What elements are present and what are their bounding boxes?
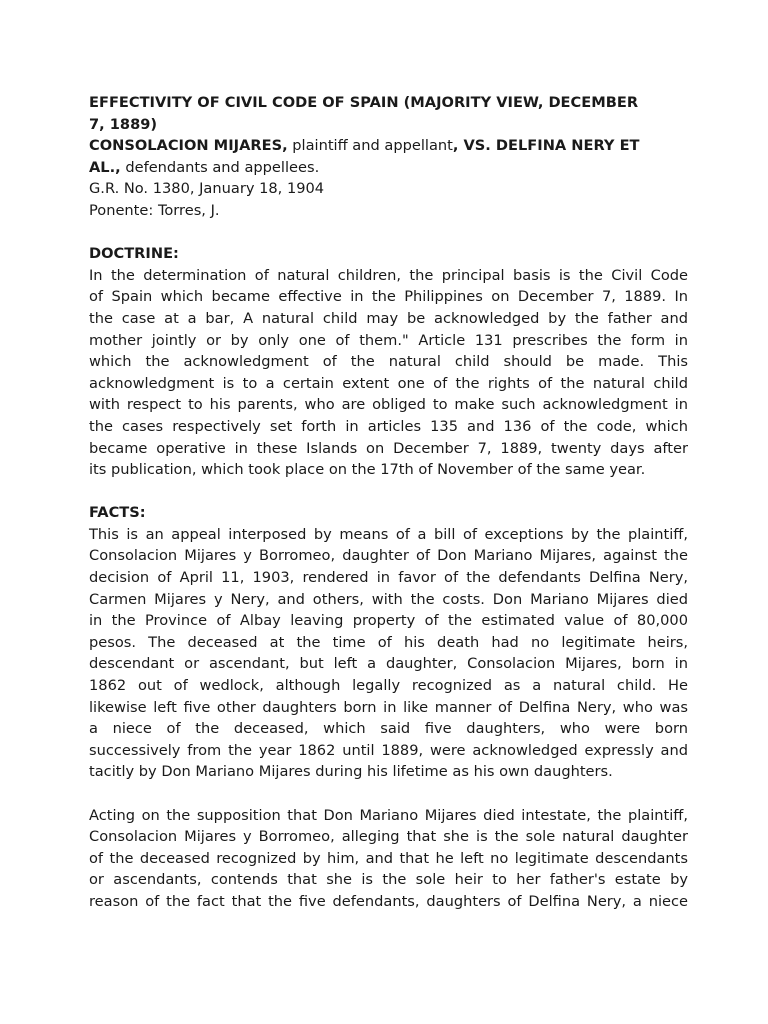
case-header: [89, 92, 688, 222]
case-title-line-2: 7, 1889): [89, 115, 158, 133]
facts-line: or ascendants, contends that she is the sole heir to her father's estate by: [89, 871, 688, 889]
facts-paragraph-1: [89, 524, 688, 783]
doctrine-line: its publication, which took place on the 17th of November of the same year.: [89, 461, 646, 479]
facts-line: tacitly by Don Mariano Mijares during his lifetime as his own daughters.: [89, 763, 613, 781]
doctrine-line: which the acknowledgment of the natural child should be made. This: [89, 353, 688, 371]
facts-section: [89, 502, 688, 912]
doctrine-section: [89, 243, 688, 481]
case-title-line-1: EFFECTIVITY OF CIVIL CODE OF SPAIN (MAJORITY VIEW, DECEMBER: [89, 94, 639, 111]
facts-line: a niece of the deceased, which said five daughters, who were born: [89, 720, 688, 738]
facts-line: of the deceased recognized by him, and that he left no legitimate descendants: [89, 849, 688, 867]
defendant-name-cont: AL.,: [89, 158, 121, 176]
doctrine-line: became operative in these Islands on December 7, 1889, twenty days after: [89, 439, 688, 457]
facts-line: in the Province of Albay leaving property of the estimated value of 80,000: [89, 612, 688, 630]
doctrine-line: acknowledgment is to a certain extent one of the rights of the natural child: [89, 374, 688, 392]
ponente: Ponente: Torres, J.: [89, 201, 220, 219]
parties-line-2: [89, 157, 688, 179]
doctrine-line: the case at a bar, A natural child may be acknowledged by the father and: [89, 309, 688, 327]
plaintiff-role: plaintiff and appellant: [287, 137, 453, 155]
doctrine-line: In the determination of natural children, the principal basis is the Civil Code: [89, 266, 688, 284]
doctrine-line: of Spain which became effective in the Philippines on December 7, 1889. In: [89, 288, 688, 306]
gr-number: G.R. No. 1380, January 18, 1904: [89, 180, 325, 198]
doctrine-line: mother jointly or by only one of them." Article 131 prescribes the form in: [89, 331, 688, 349]
facts-line: Acting on the supposition that Don Mariano Mijares died intestate, the plaintiff,: [89, 806, 688, 824]
facts-line: 1862 out of wedlock, although legally recognized as a natural child. He: [89, 677, 688, 695]
spacer: [89, 481, 688, 503]
facts-line: reason of the fact that the five defendants, daughters of Delfina Nery, a niece: [89, 892, 688, 910]
facts-paragraph-2: [89, 805, 688, 913]
versus-text: , VS. DELFINA NERY ET: [452, 137, 640, 155]
doctrine-line: with respect to his parents, who are obliged to make such acknowledgment in: [89, 396, 688, 414]
spacer: [89, 783, 688, 805]
facts-line: likewise left five other daughters born in like manner of Delfina Nery, who was: [89, 698, 688, 716]
facts-line: successively from the year 1862 until 1889, were acknowledged expressly and: [89, 741, 688, 759]
facts-line: decision of April 11, 1903, rendered in favor of the defendants Delfina Nery,: [89, 569, 688, 587]
facts-line: pesos. The deceased at the time of his death had no legitimate heirs,: [89, 633, 688, 651]
facts-line: Consolacion Mijares y Borromeo, alleging that she is the sole natural daughter: [89, 828, 688, 846]
facts-line: Consolacion Mijares y Borromeo, daughter of Don Mariano Mijares, against the: [89, 547, 688, 565]
facts-heading: FACTS:: [89, 504, 146, 522]
facts-line: descendant or ascendant, but left a daughter, Consolacion Mijares, born in: [89, 655, 688, 673]
facts-line: This is an appeal interposed by means of a bill of exceptions by the plaintiff,: [89, 525, 688, 543]
facts-line: Carmen Mijares y Nery, and others, with the costs. Don Mariano Mijares died: [89, 590, 688, 608]
spacer: [89, 222, 688, 244]
doctrine-paragraph: [89, 265, 688, 481]
defendant-role: defendants and appellees.: [120, 158, 320, 176]
doctrine-line: the cases respectively set forth in articles 135 and 136 of the code, which: [89, 417, 688, 435]
parties-line-1: [89, 135, 688, 157]
doctrine-heading: DOCTRINE:: [89, 245, 179, 263]
plaintiff-name: CONSOLACION MIJARES,: [89, 137, 288, 155]
